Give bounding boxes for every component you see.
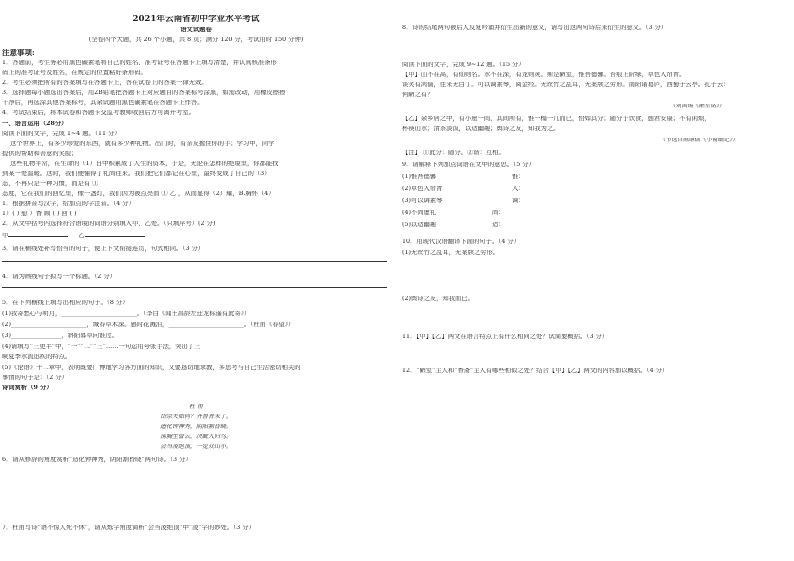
question-2: 2．从文中括号内选择符合语境的词语分别填入甲、乙处。（只填序号）(2 分) bbox=[2, 221, 216, 227]
term: (5)以适幽趣 bbox=[402, 222, 437, 228]
term: (2)草色入帘青 bbox=[402, 186, 443, 192]
term-word: 适： bbox=[492, 222, 505, 228]
question-7: 7．杜甫写诗“语不惊人死不休”，请从炼字角度简析“会当凌绝顶”中“凌”字的妙处。（3 分） bbox=[2, 525, 255, 531]
question-8: 8．诗的结尾两句被后人反复吟诵并衍生出新的意义，请写出这两句诗后来衍生的意义。（3 分） bbox=[402, 25, 668, 31]
question-9-item bbox=[402, 186, 662, 192]
answer-blank[interactable] bbox=[8, 236, 68, 237]
question-9-item bbox=[402, 210, 662, 216]
question-10: 10．用现代汉语翻译下面的句子。（4 分） bbox=[402, 239, 520, 245]
poem-title: 杜 甫 bbox=[189, 404, 203, 410]
question-9: 9．请解释下列加点词语在文中的意思。（5 分） bbox=[402, 162, 535, 168]
notice-line: 2．考生必须把所有的答案填写在答题卡上，答在试卷上的答案一律无效。 bbox=[2, 80, 208, 86]
term-word: 调： bbox=[512, 198, 525, 204]
notice-line: 码上的准考证号及姓名，在规定的位置粘好条形码。 bbox=[2, 70, 147, 76]
question-5-item: (3)________________，斜阳暮草向谁过。 bbox=[2, 333, 118, 339]
question-9-item bbox=[402, 198, 662, 204]
question-11: 11．【甲】【乙】两文在语言特点上有什么相同之处？试简要概括。（3 分） bbox=[402, 334, 609, 340]
answer-blank[interactable] bbox=[512, 210, 572, 216]
passage-intro: 阅读下面的文字，完成 1~4 题。（11 分） bbox=[2, 131, 121, 137]
term: (1)惟吾德馨 bbox=[402, 174, 437, 180]
term-word: 惟： bbox=[512, 174, 525, 180]
question-5-item: (1)我寄愁心与明月，________________________。（李白《闻王昌龄左迁龙标遥有此寄》） bbox=[2, 311, 251, 317]
passage-intro-2: 阅读下面的文字，完成 9~12 题。（15 分） bbox=[402, 62, 525, 68]
jia-text-line: 谈笑有鸿儒，往来无白丁。可以调素琴，阅金经。无丝竹之乱耳，无案牍之劳形。南阳诸葛庐，西蜀子云亭。孔子云： bbox=[402, 82, 730, 88]
question-1: 1．根据拼音写汉字，给加点的字注音。（4 分） bbox=[2, 201, 135, 207]
notice-line: 1．答题前，考生务必用黑色碳素笔将自己的姓名、准考证号在答题卡上填写清楚，并认真核准条形 bbox=[2, 60, 277, 66]
poem-line: 荡胸生曾云，决眦入归鸟。 bbox=[159, 434, 232, 440]
annotation-note: 【注】 ①此分：随分。②谐：互相。 bbox=[402, 150, 505, 156]
passage-line: 这些礼物平常，在生命的（1）日中积累成了人生的资本，于是，无论在怎样的绝境里，你都能找 bbox=[10, 161, 279, 167]
label-yi: 乙 bbox=[78, 233, 85, 239]
answer-blank[interactable] bbox=[534, 198, 594, 204]
notice-heading: 注意事项: bbox=[2, 49, 35, 57]
question-5-item: (4)请填写“三更半”中，“一”“二”“三”……一句运用夸张手法，突出了三 bbox=[2, 344, 201, 350]
term-word: 入： bbox=[512, 186, 525, 192]
passage-line: 到某一处温暖。这时，我们便懂得了礼尚往来。我们把它们都记在心里，最终变成了自己的（3） bbox=[2, 171, 271, 177]
notice-line: 干净后，再选涂其他答案标号，其余试题用黑色碳素笔在答题卡上作答。 bbox=[2, 100, 204, 106]
exam-title: 2021年云南省初中学业水平考试 bbox=[132, 15, 260, 24]
question-6: 6．请从修辞的角度赏析“造化钟神秀，阴阳割昏晓”两句诗。（3 分） bbox=[2, 457, 192, 463]
question-5-item: (2)________________________，城春草木深。感时花溅泪，________________________。（杜甫《春望》） bbox=[2, 322, 295, 328]
yi-text-line: 杯筷山水；清茶淡饭，以适幽趣；舆诗之友，知我为之。 bbox=[402, 126, 560, 132]
question-10-item: (2)舆诗之友，知我而已。 bbox=[402, 296, 474, 302]
passage-line: 态度，它在我们的回忆里，像一盏灯，我们因为被点亮而 ① 乙 ，从而显得（2）耀，B.胸怀（4） bbox=[2, 191, 275, 197]
answer-line[interactable] bbox=[2, 260, 387, 262]
yi-text-line: 【乙】余乡居之中，有小屋一间，其间所有，惟一榻一几而已，恰如其分；随分于饮食，憩君安康；不有闲烦， bbox=[402, 116, 711, 122]
term: (4)不尚虚礼 bbox=[402, 210, 437, 216]
exam-info: (全卷四个大题，共 26 个小题，共 8 页；满分 120 分，考试用时 150 分钟) bbox=[88, 37, 304, 43]
notice-line: 3．选择题每小题选出答案后，用2B铅笔把答题卡上对应题目的答案标号涂黑，如需改动，用橡皮擦擦 bbox=[2, 90, 286, 96]
question-9-item bbox=[402, 174, 662, 180]
answer-blank[interactable] bbox=[512, 222, 572, 228]
notice-line: 4．考试结束后，将本试卷和答题卡交监考教师收回后方可离开考室。 bbox=[2, 110, 195, 116]
question-10-item: (1)无丝竹之乱耳，无案牍之劳形。 bbox=[402, 250, 500, 256]
poem-heading: 诗词赏析（9 分） bbox=[2, 385, 53, 391]
part1-heading: 一、语言运用（28分） bbox=[2, 121, 68, 127]
question-9-item bbox=[402, 222, 662, 228]
answer-blank[interactable] bbox=[534, 186, 594, 192]
answer-blank[interactable] bbox=[534, 174, 594, 180]
poem-line: 岱宗夫如何？齐鲁青未了。 bbox=[159, 414, 232, 420]
answer-blank[interactable] bbox=[85, 236, 145, 237]
question-2-answers bbox=[2, 233, 145, 239]
passage-line: 态，不再只是一种习惯，而是有 ① bbox=[2, 181, 99, 187]
question-5-item: (5)《论语》十二章中，表明既要广博地学习各方面的知识，又要恳切地求教，多思考与自己生活密切相关的 bbox=[2, 365, 301, 371]
poem-line: 会当凌绝顶，一览众山小。 bbox=[159, 444, 232, 450]
term-word: 尚： bbox=[492, 210, 505, 216]
passage-line: 提供的帮助和善意的笑脸； bbox=[2, 151, 78, 157]
question-4: 4．请为画线句子拟写一个标题。（2 分） bbox=[2, 274, 116, 280]
question-5-item: 事情的句子是：（2 分） bbox=[2, 375, 68, 381]
jia-text-line: 何陋之有？ bbox=[402, 92, 434, 98]
answer-line[interactable] bbox=[2, 286, 387, 288]
jia-source: （刘禹锡《陋室铭》） bbox=[670, 104, 726, 109]
question-3: 3．请在横线处补写恰当的句子，使上下文衔接连贯，句式相同。（3 分） bbox=[2, 246, 205, 252]
yi-source: （节选自陈继儒《小窗幽记》） bbox=[660, 138, 739, 143]
question-5: 5．在下列横线上填写出相应的句子。（8 分） bbox=[2, 300, 129, 306]
label-jia: 甲 bbox=[2, 233, 9, 239]
passage-line: 这个世界上，有多少珍爱的东西，就有多少种礼物。出门时，有亲友握住你的手；学习中，同学 bbox=[10, 141, 275, 147]
term: (3)可以调素琴 bbox=[402, 198, 443, 204]
question-1-items: 1）( ) 慰 ）香 顾 ( ) 回 ( ) bbox=[2, 211, 77, 217]
jia-text-line: 【甲】山不在高，有仙则名。水不在深，有龙则灵。斯是陋室，惟吾德馨。苔痕上阶绿，草色入帘青。 bbox=[402, 72, 686, 78]
question-12: 12．“陋室”主人和“香斋”主人有哪些相似之处？结合【甲】【乙】两文的内容加以概括。（4 分） bbox=[402, 368, 669, 374]
poem-line: 造化钟神秀，阴阳割昏晓。 bbox=[159, 424, 232, 430]
question-5-item: 峡夏季水流迅疾的特点。 bbox=[2, 354, 72, 360]
exam-subtitle: 语文试题卷 bbox=[180, 27, 212, 33]
